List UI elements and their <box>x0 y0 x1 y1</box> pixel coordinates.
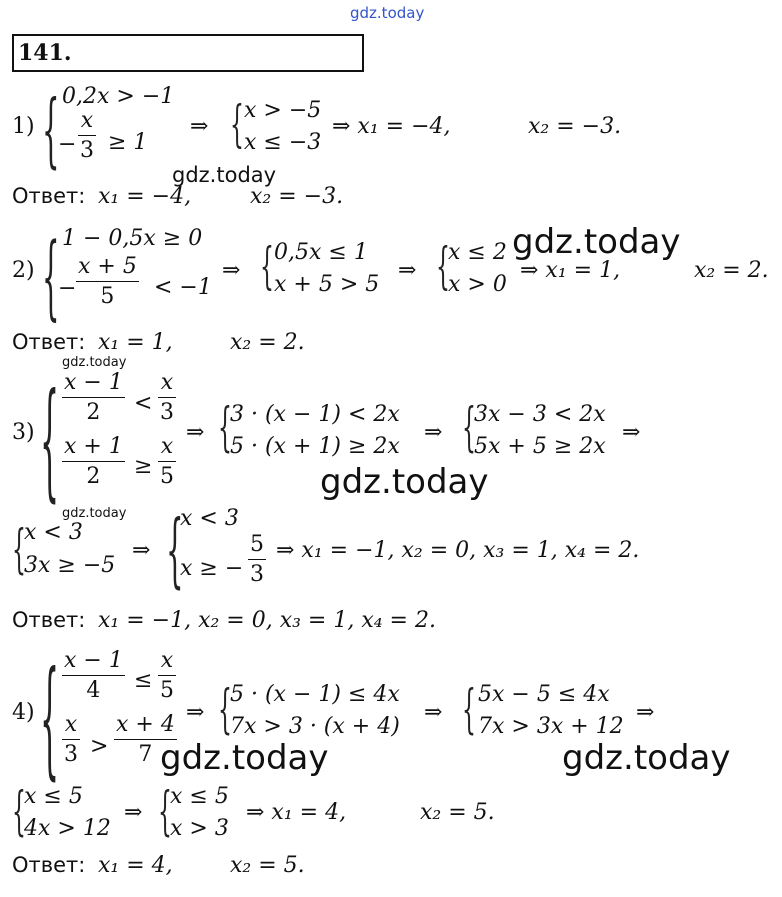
p1-frac-bar <box>78 135 96 136</box>
p2-sys2-line2: x + 5 > 5 <box>274 272 380 297</box>
watermark-p3-small-2: gdz.today <box>62 506 127 521</box>
p4-f2 <box>158 648 176 703</box>
watermark-p2: gdz.today <box>512 222 681 262</box>
p3-sys5-line2-pre: x ≥ − <box>180 556 244 581</box>
p4-brace-2: { <box>218 680 232 740</box>
p3-f1-bar <box>62 397 125 398</box>
p3-answer: x₁ = −1, x₂ = 0, x₃ = 1, x₄ = 2. <box>98 608 436 633</box>
p1-sys1-fraction <box>78 108 96 163</box>
p3-f1-num: x − 1 <box>64 370 123 395</box>
p4-f3-rel: > <box>90 734 109 759</box>
p3-sys4-line1: x < 3 <box>24 520 83 545</box>
p1-brace-1: { <box>42 82 60 177</box>
p2-brace-1: { <box>42 222 60 330</box>
p3-f4-bar <box>158 461 176 462</box>
p2-sys1-line2-post: < −1 <box>154 275 212 300</box>
p3-f3 <box>62 434 125 489</box>
p2-sys1-line1: 1 − 0,5x ≥ 0 <box>62 226 203 251</box>
p3-sys3-line2: 5x + 5 ≥ 2x <box>474 434 606 459</box>
task-number: 141. <box>18 40 72 66</box>
p3-f1-rel: < <box>134 391 153 416</box>
p2-answer-label: Ответ: <box>12 330 86 354</box>
p3-brace-4: { <box>12 520 26 580</box>
p3-brace-1: { <box>40 366 60 514</box>
p4-brace-1: { <box>40 644 60 792</box>
p1-sys1-line2-pre: − <box>58 132 77 157</box>
p2-sys3-line2: x > 0 <box>448 272 507 297</box>
p1-answer-label: Ответ: <box>12 184 86 208</box>
p4-sys3-line2: 7x > 3x + 12 <box>478 714 624 739</box>
p4-arrow-4: ⇒ <box>124 800 143 825</box>
p4-f1 <box>62 648 125 703</box>
p2-answer-2: x₂ = 2. <box>230 330 305 355</box>
p1-frac-num: x <box>80 108 94 133</box>
p3-f2-den: 3 <box>160 400 174 425</box>
p1-answer: x₁ = −4, <box>98 184 192 209</box>
p4-label: 4) <box>12 700 35 725</box>
p3-f4-num: x <box>160 434 174 459</box>
p3-answer-label: Ответ: <box>12 608 86 632</box>
p4-f3-num: x <box>64 712 78 737</box>
p3-f2-bar <box>158 397 176 398</box>
p4-f1-den: 4 <box>86 678 101 703</box>
watermark-p4-left: gdz.today <box>160 738 329 778</box>
p3-arrow-3: ⇒ <box>622 420 641 445</box>
p2-brace-2: { <box>260 238 274 296</box>
p3-f3-rel: ≥ <box>134 454 153 479</box>
p4-sys5-line2: x > 3 <box>170 816 229 841</box>
p3-f4-den: 5 <box>160 464 174 489</box>
p4-arrow-2: ⇒ <box>424 700 443 725</box>
p4-f2-den: 5 <box>160 678 174 703</box>
p4-arrow-1: ⇒ <box>186 700 205 725</box>
p3-sys5-line1: x < 3 <box>180 506 239 531</box>
p2-frac-bar <box>76 281 139 282</box>
p4-f3 <box>62 712 80 767</box>
p1-frac-den: 3 <box>80 138 94 163</box>
watermark-p3-small: gdz.today <box>62 355 127 370</box>
p3-brace-5: { <box>166 502 184 597</box>
p1-brace-2: { <box>230 96 244 154</box>
p4-f1-num: x − 1 <box>64 648 123 673</box>
p1-answer-2: x₂ = −3. <box>250 184 344 209</box>
p4-answer-label: Ответ: <box>12 853 86 877</box>
p4-sys4-line1: x ≤ 5 <box>24 784 83 809</box>
p4-sys2-line2: 7x > 3 · (x + 4) <box>230 714 400 739</box>
watermark-p3: gdz.today <box>320 462 489 502</box>
p4-f1-rel: ≤ <box>134 668 153 693</box>
p2-frac-num: x + 5 <box>78 254 137 279</box>
p4-f2-num: x <box>160 648 174 673</box>
p3-arrow-4: ⇒ <box>132 538 151 563</box>
watermark-top: gdz.today <box>350 4 425 22</box>
p3-label: 3) <box>12 420 35 445</box>
p4-answer: x₁ = 4, <box>98 853 173 878</box>
p1-result-2: x₂ = −3. <box>528 114 622 139</box>
p1-label: 1) <box>12 114 35 139</box>
p4-arrow-3: ⇒ <box>636 700 655 725</box>
p4-f1-bar <box>62 675 125 676</box>
p4-result-2: x₂ = 5. <box>420 800 495 825</box>
p3-f3-den: 2 <box>86 464 101 489</box>
p2-result: ⇒ x₁ = 1, <box>520 258 621 283</box>
p2-sys2-line1: 0,5x ≤ 1 <box>274 240 368 265</box>
p2-sys1-line2-pre: − <box>58 276 77 301</box>
p4-brace-5: { <box>158 782 172 842</box>
p4-sys5-line1: x ≤ 5 <box>170 784 229 809</box>
p3-f1 <box>62 370 125 425</box>
p3-f4 <box>158 434 176 489</box>
p4-brace-3: { <box>462 680 476 740</box>
p1-result: ⇒ x₁ = −4, <box>332 114 451 139</box>
p3-brace-3: { <box>462 398 476 458</box>
p3-f2-num: x <box>160 370 174 395</box>
p4-sys3-line1: 5x − 5 ≤ 4x <box>478 682 610 707</box>
watermark-p1: gdz.today <box>172 163 277 187</box>
p3-arrow-2: ⇒ <box>424 420 443 445</box>
p4-result: ⇒ x₁ = 4, <box>246 800 347 825</box>
p2-label: 2) <box>12 258 35 283</box>
p1-sys1-line1: 0,2x > −1 <box>62 84 175 109</box>
p3-brace-2: { <box>218 398 232 458</box>
p3-f3-bar <box>62 461 125 462</box>
p4-f4-num: x + 4 <box>116 712 175 737</box>
watermark-p4-right: gdz.today <box>562 738 731 778</box>
p4-brace-4: { <box>12 782 26 842</box>
p3-sys2-line1: 3 · (x − 1) < 2x <box>230 402 400 427</box>
p3-sys2-line2: 5 · (x + 1) ≥ 2x <box>230 434 400 459</box>
p4-f4-den: 7 <box>138 742 153 767</box>
p4-f2-bar <box>158 675 176 676</box>
p1-sys2-line2: x ≤ −3 <box>244 130 322 155</box>
p2-arrow-1: ⇒ <box>222 258 241 283</box>
p4-f3-den: 3 <box>64 742 78 767</box>
p1-arrow-1: ⇒ <box>190 114 209 139</box>
p2-brace-3: { <box>436 238 450 296</box>
p3-arrow-1: ⇒ <box>186 420 205 445</box>
p2-sys3-line1: x ≤ 2 <box>448 240 507 265</box>
p3-sys3-line1: 3x − 3 < 2x <box>474 402 606 427</box>
p1-sys2-line1: x > −5 <box>244 98 322 123</box>
p2-sys1-fraction <box>76 254 139 309</box>
p4-f3-bar <box>62 739 80 740</box>
p3-result: ⇒ x₁ = −1, x₂ = 0, x₃ = 1, x₄ = 2. <box>276 538 640 563</box>
p3-sys4-line2: 3x ≥ −5 <box>24 553 116 578</box>
p2-frac-den: 5 <box>100 284 115 309</box>
p3-f1-den: 2 <box>86 400 101 425</box>
p2-arrow-2: ⇒ <box>398 258 417 283</box>
p3-sys5-frac-num: 5 <box>250 532 264 557</box>
p2-result-2: x₂ = 2. <box>694 258 769 283</box>
p1-sys1-line2-post: ≥ 1 <box>108 130 148 155</box>
p2-answer: x₁ = 1, <box>98 330 173 355</box>
p4-sys2-line1: 5 · (x − 1) ≤ 4x <box>230 682 400 707</box>
p4-sys4-line2: 4x > 12 <box>24 816 111 841</box>
p3-sys5-frac-den: 3 <box>250 562 264 587</box>
p3-sys5-frac-bar <box>248 559 266 560</box>
p3-f2 <box>158 370 176 425</box>
p3-f3-num: x + 1 <box>64 434 123 459</box>
p3-sys5-fraction <box>248 532 266 587</box>
p4-answer-2: x₂ = 5. <box>230 853 305 878</box>
